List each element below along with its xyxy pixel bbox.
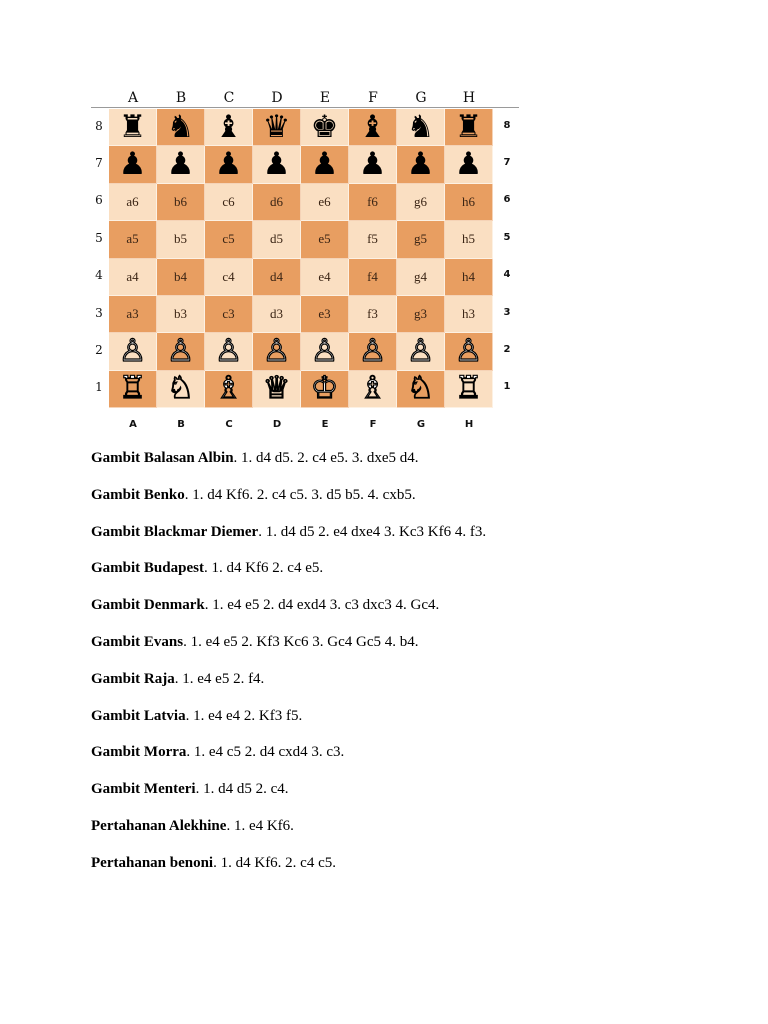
square-a4: [109, 259, 157, 296]
square-a8: [109, 109, 157, 146]
square-h3: [445, 296, 493, 333]
black-pawn-icon: ♟: [406, 146, 435, 183]
opening-item: [91, 743, 711, 780]
left-rank-label-3: 3: [95, 305, 103, 320]
square-f2: [349, 333, 397, 370]
white-pawn-icon: ♙: [454, 333, 483, 369]
square-h6: [445, 184, 493, 221]
square-a1: [109, 371, 157, 408]
square-c7: [205, 146, 253, 183]
square-label: e4: [318, 268, 331, 284]
square-d2: [253, 333, 301, 370]
square-label: b5: [174, 231, 187, 247]
opening-list: [91, 449, 711, 891]
square-label: h3: [462, 306, 475, 322]
right-rank-label-8: 8: [503, 119, 511, 131]
square-a3: [109, 296, 157, 333]
file-label-e: E: [319, 90, 331, 106]
bottom-file-label-a: A: [129, 419, 137, 430]
bottom-file-label-c: C: [225, 419, 233, 430]
right-rank-label-7: 7: [503, 157, 511, 169]
square-label: b3: [174, 306, 187, 322]
square-b6: [157, 184, 205, 221]
square-c2: [205, 333, 253, 370]
square-f6: [349, 184, 397, 221]
opening-name: Gambit Balasan Albin: [91, 450, 234, 466]
black-pawn-icon: ♟: [310, 146, 339, 183]
black-pawn-icon: ♟: [118, 146, 147, 183]
square-a5: [109, 221, 157, 258]
opening-item: [91, 780, 711, 817]
square-label: f3: [367, 306, 378, 322]
white-pawn-icon: ♙: [406, 333, 435, 369]
square-label: c5: [222, 231, 235, 247]
black-pawn-icon: ♟: [358, 146, 387, 183]
opening-moves: . 1. e4 e5 2. f4.: [174, 670, 265, 687]
square-label: d4: [270, 268, 283, 284]
opening-item: [91, 854, 711, 891]
opening-item: [91, 559, 711, 596]
file-label-f: F: [368, 90, 378, 106]
square-b2: [157, 333, 205, 370]
opening-moves: . 1. e4 e4 2. Kf3 f5.: [185, 707, 303, 724]
square-label: a4: [126, 268, 139, 284]
opening-item: [91, 670, 711, 707]
file-label-h: H: [462, 90, 476, 106]
square-g7: [397, 146, 445, 183]
square-label: g5: [414, 231, 427, 247]
chess-board: [109, 109, 493, 408]
square-g6: [397, 184, 445, 221]
square-d4: [253, 259, 301, 296]
opening-item: [91, 449, 711, 486]
opening-item: [91, 486, 711, 523]
black-bishop-icon: ♝: [214, 109, 243, 145]
opening-moves: . 1. d4 d5 2. c4.: [195, 781, 289, 798]
left-rank-label-5: 5: [95, 230, 103, 245]
square-e8: [301, 109, 349, 146]
opening-name: Pertahanan benoni: [91, 854, 214, 871]
left-rank-label-1: 1: [95, 380, 103, 395]
white-rook-icon: ♖: [118, 370, 147, 407]
white-bishop-icon: ♗: [214, 370, 243, 407]
board-top-rule: [91, 107, 519, 108]
square-label: d3: [270, 306, 283, 322]
square-h4: [445, 259, 493, 296]
square-c6: [205, 184, 253, 221]
white-bishop-icon: ♗: [358, 370, 387, 407]
white-king-icon: ♔: [310, 370, 339, 407]
square-g5: [397, 221, 445, 258]
square-b8: [157, 109, 205, 146]
square-c5: [205, 221, 253, 258]
square-label: b6: [174, 193, 187, 209]
opening-item: [91, 707, 711, 744]
black-pawn-icon: ♟: [214, 146, 243, 183]
opening-item: [91, 596, 711, 633]
bottom-file-label-h: H: [464, 419, 474, 430]
square-label: a3: [126, 306, 139, 322]
white-pawn-icon: ♙: [166, 333, 195, 369]
opening-moves: . 1. d4 d5. 2. c4 e5. 3. dxe5 d4.: [233, 450, 419, 466]
black-knight-icon: ♞: [166, 109, 195, 145]
white-pawn-icon: ♙: [118, 333, 147, 369]
square-d1: [253, 371, 301, 408]
file-label-a: A: [127, 90, 139, 106]
square-d3: [253, 296, 301, 333]
right-rank-label-5: 5: [503, 231, 511, 243]
square-label: g3: [414, 306, 427, 322]
bottom-file-label-b: B: [177, 419, 185, 430]
square-label: c6: [222, 193, 235, 209]
square-f5: [349, 221, 397, 258]
black-rook-icon: ♜: [118, 109, 147, 145]
square-e1: [301, 371, 349, 408]
square-c4: [205, 259, 253, 296]
square-e2: [301, 333, 349, 370]
square-b3: [157, 296, 205, 333]
square-a2: [109, 333, 157, 370]
opening-item: [91, 633, 711, 670]
square-label: e5: [318, 231, 331, 247]
square-label: f6: [367, 193, 378, 209]
square-label: h5: [462, 231, 475, 247]
white-rook-icon: ♖: [454, 370, 483, 407]
right-rank-label-1: 1: [503, 381, 511, 393]
black-bishop-icon: ♝: [358, 109, 387, 145]
black-pawn-icon: ♟: [166, 146, 195, 183]
square-h7: [445, 146, 493, 183]
square-label: f4: [367, 268, 378, 284]
square-g8: [397, 109, 445, 146]
square-f1: [349, 371, 397, 408]
right-rank-label-6: 6: [503, 194, 511, 206]
black-king-icon: ♚: [310, 109, 339, 145]
opening-name: Gambit Denmark: [91, 597, 205, 614]
square-f7: [349, 146, 397, 183]
square-label: a5: [126, 231, 139, 247]
square-b7: [157, 146, 205, 183]
square-g4: [397, 259, 445, 296]
square-label: g4: [414, 268, 427, 284]
square-d6: [253, 184, 301, 221]
file-label-b: B: [175, 90, 187, 106]
opening-moves: . 1. d4 Kf6. 2. c4 c5. 3. d5 b5. 4. cxb5.: [184, 486, 416, 503]
black-pawn-icon: ♟: [262, 146, 291, 183]
square-e6: [301, 184, 349, 221]
opening-name: Gambit Blackmar Diemer: [91, 523, 259, 540]
bottom-file-label-d: D: [272, 419, 282, 430]
left-rank-label-4: 4: [95, 268, 103, 283]
white-pawn-icon: ♙: [310, 333, 339, 369]
opening-moves: . 1. e4 e5 2. d4 exd4 3. c3 dxc3 4. Gc4.: [204, 597, 440, 614]
square-e4: [301, 259, 349, 296]
square-e5: [301, 221, 349, 258]
square-label: d6: [270, 193, 283, 209]
square-e3: [301, 296, 349, 333]
square-h1: [445, 371, 493, 408]
square-label: a6: [126, 193, 139, 209]
opening-item: [91, 523, 711, 560]
black-rook-icon: ♜: [454, 109, 483, 145]
right-rank-label-2: 2: [503, 343, 511, 355]
left-rank-label-7: 7: [95, 156, 103, 171]
file-label-d: D: [271, 90, 283, 106]
square-label: b4: [174, 268, 187, 284]
square-label: g6: [414, 193, 427, 209]
opening-moves: . 1. d4 d5 2. e4 dxe4 3. Kc3 Kf6 4. f3.: [258, 523, 487, 540]
opening-name: Gambit Latvia: [91, 707, 186, 724]
opening-name: Pertahanan Alekhine: [91, 817, 227, 834]
square-d8: [253, 109, 301, 146]
square-label: e6: [318, 193, 331, 209]
square-d5: [253, 221, 301, 258]
square-h2: [445, 333, 493, 370]
square-label: f5: [367, 231, 378, 247]
square-label: e3: [318, 306, 331, 322]
white-pawn-icon: ♙: [214, 333, 243, 369]
square-f8: [349, 109, 397, 146]
square-g2: [397, 333, 445, 370]
opening-item: [91, 817, 711, 854]
opening-name: Gambit Evans: [91, 633, 184, 650]
square-c3: [205, 296, 253, 333]
left-rank-label-8: 8: [95, 118, 103, 133]
opening-moves: . 1. d4 Kf6. 2. c4 c5.: [213, 854, 337, 871]
square-a7: [109, 146, 157, 183]
square-b4: [157, 259, 205, 296]
square-d7: [253, 146, 301, 183]
square-label: d5: [270, 231, 283, 247]
left-rank-label-6: 6: [95, 193, 103, 208]
square-g1: [397, 371, 445, 408]
opening-moves: . 1. d4 Kf6 2. c4 e5.: [203, 560, 324, 577]
square-f4: [349, 259, 397, 296]
right-rank-label-3: 3: [503, 306, 511, 318]
square-b5: [157, 221, 205, 258]
opening-name: Gambit Menteri: [91, 781, 196, 798]
square-label: h4: [462, 268, 475, 284]
file-label-g: G: [415, 90, 427, 106]
opening-moves: . 1. e4 e5 2. Kf3 Kc6 3. Gc4 Gc5 4. b4.: [183, 633, 419, 650]
opening-name: Gambit Morra: [91, 744, 187, 761]
square-a6: [109, 184, 157, 221]
square-h8: [445, 109, 493, 146]
black-queen-icon: ♛: [262, 109, 291, 145]
left-rank-label-2: 2: [95, 342, 103, 357]
bottom-file-label-e: E: [321, 419, 329, 430]
square-b1: [157, 371, 205, 408]
square-h5: [445, 221, 493, 258]
square-e7: [301, 146, 349, 183]
white-pawn-icon: ♙: [262, 333, 291, 369]
file-label-c: C: [223, 90, 235, 106]
square-g3: [397, 296, 445, 333]
square-label: c4: [222, 268, 235, 284]
black-knight-icon: ♞: [406, 109, 435, 145]
opening-moves: . 1. e4 Kf6.: [226, 817, 294, 834]
square-f3: [349, 296, 397, 333]
black-pawn-icon: ♟: [454, 146, 483, 183]
right-rank-label-4: 4: [503, 269, 511, 281]
white-queen-icon: ♕: [262, 370, 291, 407]
opening-name: Gambit Benko: [91, 486, 185, 503]
white-knight-icon: ♘: [166, 370, 195, 407]
white-knight-icon: ♘: [406, 370, 435, 407]
bottom-file-label-g: G: [416, 419, 426, 430]
opening-name: Gambit Budapest: [91, 560, 204, 577]
square-label: h6: [462, 193, 475, 209]
chess-board-figure: [91, 88, 519, 430]
white-pawn-icon: ♙: [358, 333, 387, 369]
opening-name: Gambit Raja: [91, 670, 175, 687]
bottom-file-label-f: F: [369, 419, 377, 430]
square-c8: [205, 109, 253, 146]
opening-moves: . 1. e4 c5 2. d4 cxd4 3. c3.: [186, 744, 345, 761]
square-c1: [205, 371, 253, 408]
square-label: c3: [222, 306, 235, 322]
